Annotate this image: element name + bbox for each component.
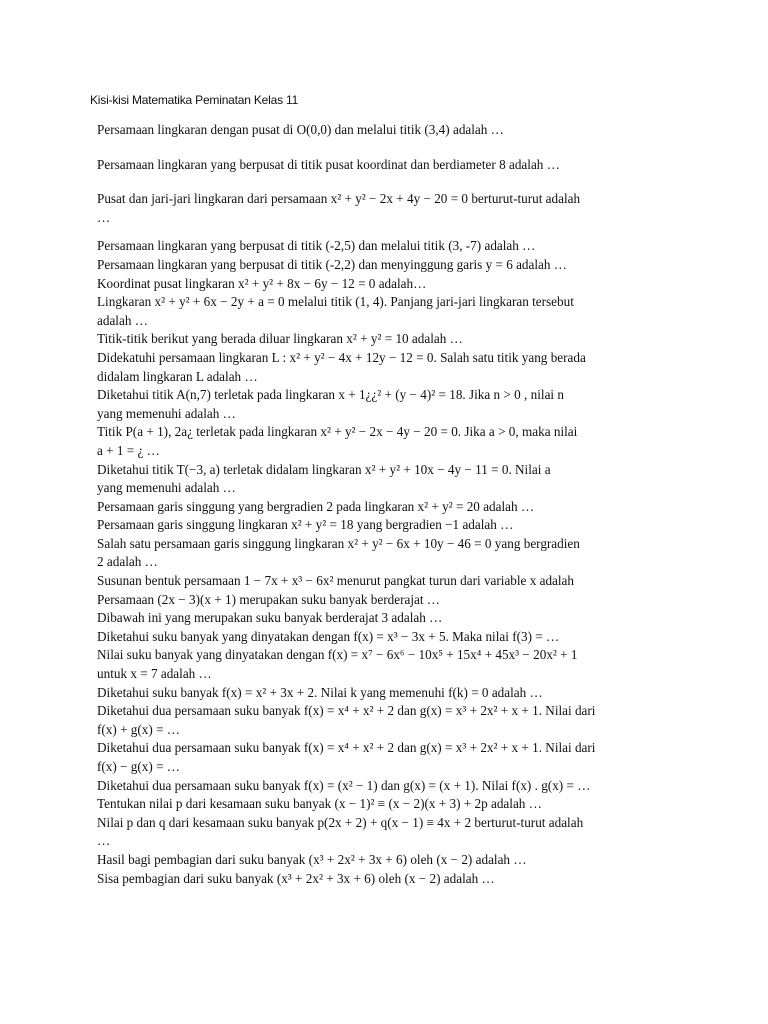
question-line: Diketahui dua persamaan suku banyak f(x) = x⁴ + x² + 2 dan g(x) = x³ + 2x² + x + 1. Nilai dari [97,740,596,756]
question-line: Dibawah ini yang merupakan suku banyak berderajat 3 adalah … [97,610,443,626]
question-line: untuk x = 7 adalah … [97,666,212,682]
question-line: Hasil bagi pembagian dari suku banyak (x³ + 2x² + 3x + 6) oleh (x − 2) adalah … [97,851,527,867]
question-line: Persamaan garis singgung lingkaran x² + y² = 18 yang bergradien −1 adalah … [97,517,514,533]
question-line: Nilai suku banyak yang dinyatakan dengan f(x) = x⁷ − 6x⁶ − 10x⁵ + 15x⁴ + 45x³ − 20x² + 1 [97,647,578,663]
question-line: didalam lingkaran L adalah … [97,368,258,384]
question-line: Persamaan lingkaran yang berpusat di titik (-2,2) dan menyinggung garis y = 6 adalah … [97,256,567,272]
question-line: Diketahui dua persamaan suku banyak f(x) = x⁴ + x² + 2 dan g(x) = x³ + 2x² + x + 1. Nilai dari [97,703,596,719]
question-line: yang memenuhi adalah … [97,405,236,421]
question-line: Persamaan garis singgung yang bergradien 2 pada lingkaran x² + y² = 20 adalah … [97,498,535,514]
question-line: Titik P(a + 1), 2a¿ terletak pada lingkaran x² + y² − 2x − 4y − 20 = 0. Jika a > 0, maka nilai [97,424,578,440]
question-list [97,121,657,888]
question-line: Sisa pembagian dari suku banyak (x³ + 2x² + 3x + 6) oleh (x − 2) adalah … [97,870,495,886]
question-line: yang memenuhi adalah … [97,480,236,496]
question-line: Diketahui titik T(−3, a) terletak didalam lingkaran x² + y² + 10x − 4y − 11 = 0. Nilai a [97,461,551,477]
question-line: … [97,833,111,849]
question-line: Didekatuhi persamaan lingkaran L : x² + y² − 4x + 12y − 12 = 0. Salah satu titik yang berada [97,349,586,365]
question-line: Diketahui suku banyak f(x) = x² + 3x + 2. Nilai k yang memenuhi f(k) = 0 adalah … [97,684,543,700]
question-line: Persamaan lingkaran yang berpusat di titik (-2,5) dan melalui titik (3, -7) adalah … [97,238,536,254]
question-line: Salah satu persamaan garis singgung lingkaran x² + y² − 6x + 10y − 46 = 0 yang bergradien [97,535,580,551]
question-line: Diketahui titik A(n,7) terletak pada lingkaran x + 1¿¿² + (y − 4)² = 18. Jika n > 0 , nilai n [97,387,564,403]
question-line: Tentukan nilai p dari kesamaan suku banyak (x − 1)² ≡ (x − 2)(x + 3) + 2p adalah … [97,796,542,812]
question-line: f(x) + g(x) = … [97,721,180,737]
question-line: Persamaan lingkaran yang berpusat di titik pusat koordinat dan berdiameter 8 adalah … [97,156,560,172]
question-line: Susunan bentuk persamaan 1 − 7x + x³ − 6x² menurut pangkat turun dari variable x adalah [97,573,575,589]
question-line: Persamaan (2x − 3)(x + 1) merupakan suku banyak berderajat … [97,591,440,607]
question-line: f(x) − g(x) = … [97,759,180,774]
question-line: Lingkaran x² + y² + 6x − 2y + a = 0 melalui titik (1, 4). Panjang jari-jari lingkaran tersebut [97,294,574,310]
document-title: Kisi-kisi Matematika Peminatan Kelas 11 [90,93,299,107]
question-line: … [97,209,111,225]
question-line: Titik-titik berikut yang berada diluar lingkaran x² + y² = 10 adalah … [97,331,463,347]
question-line: 2 adalah … [97,554,158,570]
question-line: Koordinat pusat lingkaran x² + y² + 8x − 6y − 12 = 0 adalah… [97,275,427,291]
question-line: Diketahui dua persamaan suku banyak f(x) = (x² − 1) dan g(x) = (x + 1). Nilai f(x) . g(x) = … [97,777,591,793]
question-line: Nilai p dan q dari kesamaan suku banyak p(2x + 2) + q(x − 1) ≡ 4x + 2 berturut-turut adalah [97,814,584,830]
question-line: a + 1 = ¿ … [97,442,160,458]
question-line: Diketahui suku banyak yang dinyatakan dengan f(x) = x³ − 3x + 5. Maka nilai f(3) = … [97,628,560,644]
question-line: Persamaan lingkaran dengan pusat di O(0,0) dan melalui titik (3,4) adalah … [97,122,504,137]
question-line: Pusat dan jari-jari lingkaran dari persamaan x² + y² − 2x + 4y − 20 = 0 berturut-turut adalah [97,191,581,207]
question-line: adalah … [97,312,148,328]
